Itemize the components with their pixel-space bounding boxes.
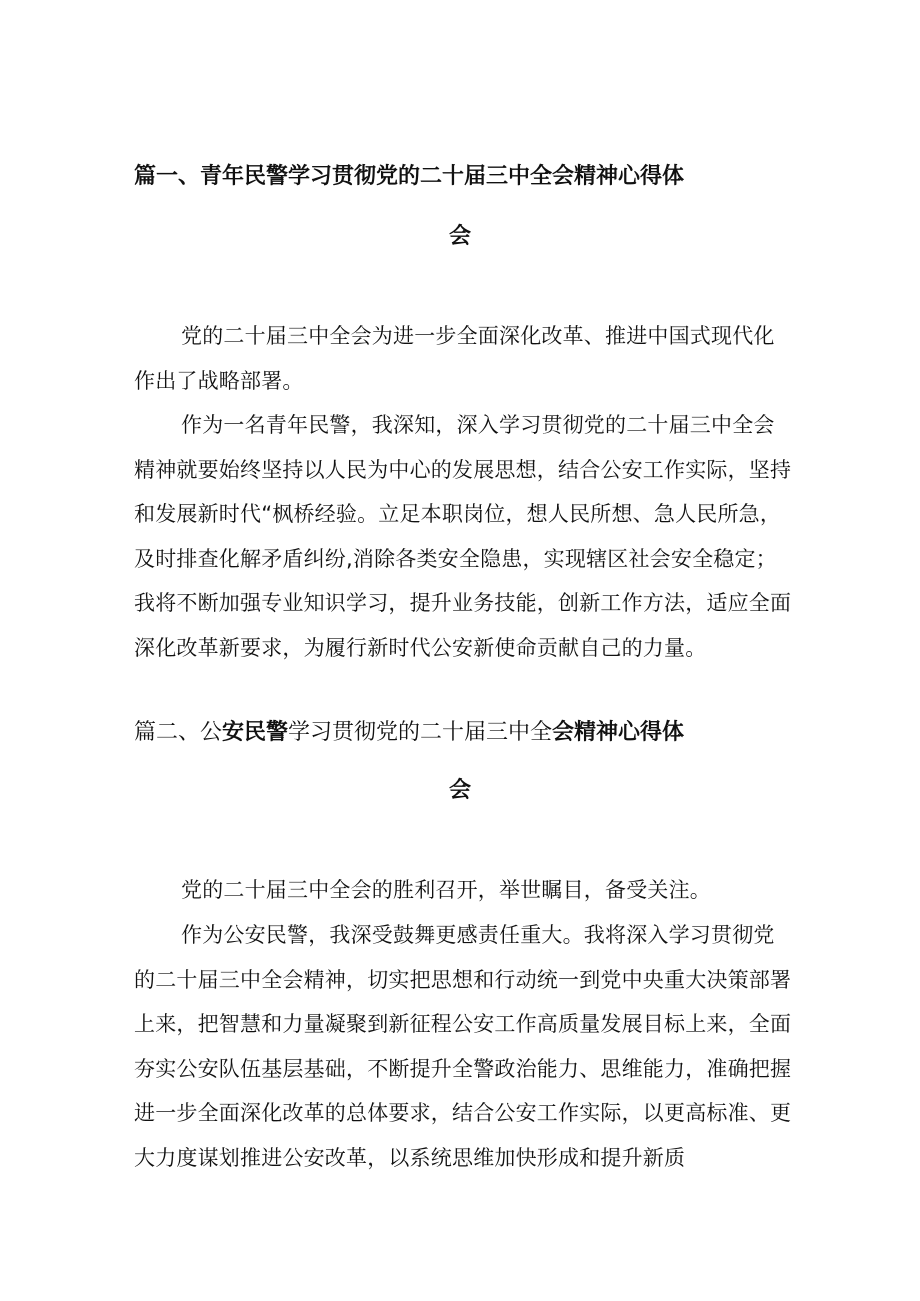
section1-paragraph-2: 作为一名青年民警，我深知，深入学习贯彻党的二十届三中全会精神就要始终坚持以人民为中心的发展思想，结合公安工作实际，坚持和发展新时代“枫桥经验。立足本职岗位，想人民所想、急人民所急，及时排查化解矛盾纠纷,消除各类安全隐患，实现辖区社会安全稳定；我将不断加强专业知识学习，提升业务技能，创新工作方法，适应全面深化改革新要求，为履行新时代公安新使命贡献自己的力量。 bbox=[134, 413, 792, 660]
section2-heading-part2: 安民警 bbox=[222, 720, 289, 745]
section2-paragraph-1: 党的二十届三中全会的胜利召开，举世瞩目，备受关注。 bbox=[181, 878, 711, 902]
section1-heading: 篇一、青年民警学习贯彻党的二十届三中全会精神心得体 bbox=[134, 164, 685, 189]
section1-heading-continuation: 会 bbox=[448, 224, 471, 249]
section2-heading-part4: 会精神心得体 bbox=[552, 720, 685, 745]
section2-heading-part1: 篇二、公 bbox=[134, 720, 223, 745]
section2-heading bbox=[134, 718, 794, 748]
section1-paragraph-1: 党的二十届三中全会为进一步全面深化改革、推进中国式现代化作出了战略部署。 bbox=[134, 324, 775, 393]
section2-heading-continuation: 会 bbox=[448, 778, 471, 803]
section2-paragraph-2: 作为公安民警，我深受鼓舞更感责任重大。我将深入学习贯彻党的二十届三中全会精神，切实把思想和行动统一到党中央重大决策部署上来，把智慧和力量凝聚到新征程公安工作高质量发展目标上来，全面夯实公安队伍基层基础，不断提升全警政治能力、思维能力，准确把握进一步全面深化改革的总体要求，结合公安工作实际，以更高标准、更大力度谋划推进公安改革，以系统思维加快形成和提升新质 bbox=[134, 923, 792, 1170]
section2-heading-part3: 学习贯彻党的二十届三中全 bbox=[288, 720, 553, 745]
